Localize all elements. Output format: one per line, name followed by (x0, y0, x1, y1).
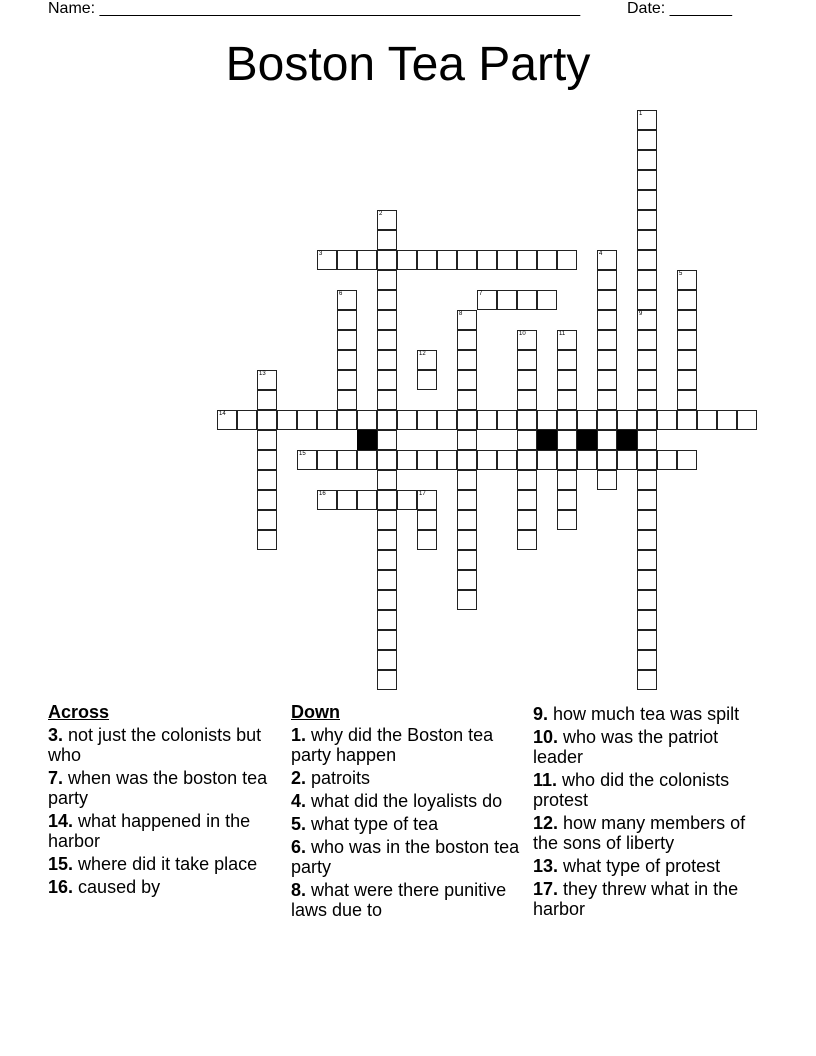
crossword-cell[interactable] (637, 370, 657, 390)
crossword-cell[interactable] (377, 530, 397, 550)
crossword-cell[interactable] (637, 550, 657, 570)
crossword-cell[interactable] (597, 310, 617, 330)
crossword-cell[interactable] (257, 530, 277, 550)
clue-13: 13. what type of protest (533, 856, 721, 876)
crossword-cell[interactable] (457, 570, 477, 590)
crossword-cell[interactable] (637, 450, 657, 470)
crossword-cell[interactable] (437, 250, 457, 270)
crossword-cell[interactable] (357, 450, 377, 470)
crossword-cell[interactable] (517, 430, 537, 450)
crossword-cell[interactable] (377, 570, 397, 590)
crossword-cell[interactable] (257, 390, 277, 410)
clue-2: 2. patroits (291, 768, 371, 788)
crossword-cell[interactable] (377, 610, 397, 630)
crossword-cell[interactable] (517, 410, 537, 430)
clue-4: 4. what did the loyalists do (291, 791, 503, 811)
crossword-cell[interactable] (557, 350, 577, 370)
crossword-cell[interactable] (377, 390, 397, 410)
crossword-cell[interactable] (637, 130, 657, 150)
page-title: Boston Tea Party (225, 38, 591, 91)
clue-number: 2 (379, 211, 383, 217)
clue-10: 10. who was the patriot leader (533, 727, 719, 767)
clue-number: 6 (339, 291, 343, 297)
crossword-cell[interactable] (437, 410, 457, 430)
down-clues-continued (533, 704, 773, 922)
crossword-cell[interactable] (377, 250, 397, 270)
crossword-cell[interactable] (377, 210, 397, 230)
crossword-cell[interactable] (357, 490, 377, 510)
clue-3: 3. not just the colonists but who (48, 725, 262, 765)
crossword-cell[interactable] (257, 490, 277, 510)
crossword-cell[interactable] (657, 410, 677, 430)
crossword-cell[interactable] (717, 410, 737, 430)
crossword-cell[interactable] (517, 290, 537, 310)
crossword-cell[interactable] (737, 410, 757, 430)
crossword-cell[interactable] (557, 370, 577, 390)
across-clues (48, 702, 288, 900)
crossword-cell[interactable] (497, 250, 517, 270)
crossword-cell[interactable] (497, 290, 517, 310)
crossword-cell[interactable] (517, 350, 537, 370)
crossword-cell[interactable] (517, 490, 537, 510)
clue-16: 16. caused by (48, 877, 161, 897)
crossword-cell[interactable] (337, 290, 357, 310)
crossword-cell[interactable] (637, 250, 657, 270)
crossword-cell[interactable] (617, 410, 637, 430)
crossword-cell[interactable] (557, 410, 577, 430)
crossword-cell[interactable] (377, 310, 397, 330)
crossword-cell[interactable] (517, 370, 537, 390)
crossword-cell[interactable] (377, 490, 397, 510)
crossword-cell[interactable] (637, 190, 657, 210)
crossword-cell[interactable] (537, 410, 557, 430)
crossword-cell[interactable] (597, 350, 617, 370)
crossword-cell[interactable] (537, 290, 557, 310)
crossword-cell[interactable] (277, 410, 297, 430)
crossword-cell[interactable] (377, 630, 397, 650)
crossword-cell[interactable] (597, 450, 617, 470)
crossword-cell[interactable] (337, 390, 357, 410)
crossword-cell[interactable] (457, 450, 477, 470)
crossword-cell[interactable] (377, 650, 397, 670)
crossword-cell[interactable] (637, 330, 657, 350)
crossword-cell[interactable] (337, 490, 357, 510)
crossword-cell[interactable] (257, 370, 277, 390)
crossword-cell[interactable] (677, 330, 697, 350)
crossword-cell[interactable] (417, 510, 437, 530)
clue-6: 6. who was in the boston tea party (291, 837, 520, 877)
clue-number: 7 (479, 291, 483, 297)
crossword-cell[interactable] (377, 510, 397, 530)
crossword-cell[interactable] (377, 230, 397, 250)
crossword-cell[interactable] (457, 410, 477, 430)
clue-1: 1. why did the Boston tea party happen (291, 725, 494, 765)
crossword-cell[interactable] (217, 410, 237, 430)
crossword-cell[interactable] (557, 330, 577, 350)
crossword-cell[interactable] (377, 450, 397, 470)
crossword-cell[interactable] (637, 650, 657, 670)
crossword-cell[interactable] (317, 450, 337, 470)
crossword-cell[interactable] (337, 350, 357, 370)
crossword-cell[interactable] (597, 470, 617, 490)
crossword-cell[interactable] (317, 490, 337, 510)
crossword-cell[interactable] (637, 270, 657, 290)
crossword-cell[interactable] (377, 290, 397, 310)
crossword-cell[interactable] (677, 270, 697, 290)
crossword-cell[interactable] (457, 310, 477, 330)
clue-17: 17. they threw what in the harbor (533, 879, 739, 919)
crossword-cell[interactable] (357, 410, 377, 430)
down-heading: Down (291, 702, 340, 722)
crossword-cell[interactable] (377, 670, 397, 690)
crossword-cell[interactable] (637, 150, 657, 170)
crossword-cell[interactable] (637, 470, 657, 490)
crossword-cell[interactable] (597, 390, 617, 410)
crossword-cell[interactable] (417, 350, 437, 370)
crossword-cell[interactable] (377, 410, 397, 430)
clue-number: 13 (259, 371, 266, 377)
crossword-cell[interactable] (457, 370, 477, 390)
crossword-cell[interactable] (257, 510, 277, 530)
crossword-cell[interactable] (637, 590, 657, 610)
crossword-cell[interactable] (257, 430, 277, 450)
black-square (577, 430, 597, 450)
crossword-cell[interactable] (377, 470, 397, 490)
crossword-cell[interactable] (637, 490, 657, 510)
crossword-cell[interactable] (357, 250, 377, 270)
crossword-cell[interactable] (677, 310, 697, 330)
crossword-cell[interactable] (517, 470, 537, 490)
crossword-cell[interactable] (397, 450, 417, 470)
crossword-cell[interactable] (337, 250, 357, 270)
crossword-cell[interactable] (257, 450, 277, 470)
crossword-cell[interactable] (457, 490, 477, 510)
clue-12: 12. how many members of the sons of liberty (533, 813, 746, 853)
crossword-cell[interactable] (417, 530, 437, 550)
crossword-cell[interactable] (637, 210, 657, 230)
crossword-cell[interactable] (337, 330, 357, 350)
crossword-cell[interactable] (677, 410, 697, 430)
clue-9: 9. how much tea was spilt (533, 704, 740, 724)
crossword-cell[interactable] (517, 450, 537, 470)
crossword-cell[interactable] (637, 290, 657, 310)
crossword-cell[interactable] (317, 250, 337, 270)
crossword-cell[interactable] (537, 450, 557, 470)
crossword-cell[interactable] (417, 410, 437, 430)
crossword-cell[interactable] (557, 250, 577, 270)
crossword-cell[interactable] (677, 370, 697, 390)
crossword-cell[interactable] (617, 450, 637, 470)
crossword-cell[interactable] (477, 250, 497, 270)
clue-number: 10 (519, 331, 526, 337)
crossword-cell[interactable] (637, 530, 657, 550)
crossword-cell[interactable] (637, 510, 657, 530)
crossword-cell[interactable] (457, 350, 477, 370)
crossword-cell[interactable] (637, 410, 657, 430)
clue-number: 11 (559, 331, 566, 337)
crossword-cell[interactable] (677, 290, 697, 310)
crossword-cell[interactable] (457, 390, 477, 410)
crossword-cell[interactable] (457, 430, 477, 450)
crossword-cell[interactable] (257, 470, 277, 490)
crossword-cell[interactable] (317, 410, 337, 430)
crossword-cell[interactable] (677, 450, 697, 470)
crossword-cell[interactable] (557, 450, 577, 470)
crossword-cell[interactable] (437, 450, 457, 470)
clue-7: 7. when was the boston tea party (48, 768, 268, 808)
clue-number: 1 (639, 111, 643, 117)
clue-number: 3 (319, 251, 323, 257)
black-square (617, 430, 637, 450)
crossword-cell[interactable] (637, 610, 657, 630)
crossword-cell[interactable] (377, 430, 397, 450)
crossword-cell[interactable] (677, 390, 697, 410)
clue-14: 14. what happened in the harbor (48, 811, 251, 851)
crossword-cell[interactable] (297, 410, 317, 430)
crossword-cell[interactable] (637, 350, 657, 370)
crossword-cell[interactable] (637, 390, 657, 410)
clue-number: 15 (299, 451, 306, 457)
across-heading: Across (48, 702, 110, 722)
crossword-cell[interactable] (337, 450, 357, 470)
crossword-cell[interactable] (637, 170, 657, 190)
crossword-cell[interactable] (417, 450, 437, 470)
crossword-cell[interactable] (697, 410, 717, 430)
crossword-cell[interactable] (397, 490, 417, 510)
crossword-cell[interactable] (517, 510, 537, 530)
crossword-cell[interactable] (457, 510, 477, 530)
crossword-cell[interactable] (477, 290, 497, 310)
crossword-cell[interactable] (457, 330, 477, 350)
crossword-cell[interactable] (677, 350, 697, 370)
crossword-cell[interactable] (597, 270, 617, 290)
crossword-cell[interactable] (457, 590, 477, 610)
crossword-cell[interactable] (517, 330, 537, 350)
clue-11: 11. who did the colonists protest (533, 770, 730, 810)
crossword-cell[interactable] (497, 450, 517, 470)
clue-number: 17 (419, 491, 426, 497)
crossword-cell[interactable] (517, 250, 537, 270)
crossword-cell[interactable] (297, 450, 317, 470)
crossword-cell[interactable] (477, 410, 497, 430)
crossword-cell[interactable] (637, 110, 657, 130)
crossword-cell[interactable] (397, 250, 417, 270)
crossword-cell[interactable] (477, 450, 497, 470)
crossword-cell[interactable] (337, 310, 357, 330)
clue-number: 12 (419, 351, 426, 357)
crossword-cell[interactable] (637, 630, 657, 650)
crossword-cell[interactable] (377, 550, 397, 570)
crossword-cell[interactable] (457, 250, 477, 270)
crossword-cell[interactable] (637, 430, 657, 450)
clue-8: 8. what were there punitive laws due to (291, 880, 507, 920)
clue-number: 14 (219, 411, 226, 417)
crossword-cell[interactable] (637, 670, 657, 690)
clue-number: 4 (599, 251, 603, 257)
crossword-cell[interactable] (337, 410, 357, 430)
crossword-cell[interactable] (637, 230, 657, 250)
black-square (537, 430, 557, 450)
crossword-cell[interactable] (597, 430, 617, 450)
crossword-cell[interactable] (397, 410, 417, 430)
crossword-cell[interactable] (457, 470, 477, 490)
crossword-cell[interactable] (257, 410, 277, 430)
crossword-cell[interactable] (597, 290, 617, 310)
crossword-cell[interactable] (377, 590, 397, 610)
crossword-cell[interactable] (637, 310, 657, 330)
crossword-cell[interactable] (557, 390, 577, 410)
name-field: Name: ______________________________________________________ (48, 0, 581, 17)
crossword-cell[interactable] (237, 410, 257, 430)
crossword-cell[interactable] (577, 410, 597, 430)
crossword-cell[interactable] (417, 370, 437, 390)
crossword-cell[interactable] (557, 430, 577, 450)
clue-number: 16 (319, 491, 326, 497)
crossword-cell[interactable] (557, 510, 577, 530)
crossword-cell[interactable] (557, 470, 577, 490)
date-field: Date: _______ (627, 0, 732, 17)
clue-5: 5. what type of tea (291, 814, 439, 834)
crossword-cell[interactable] (417, 490, 437, 510)
crossword-cell[interactable] (417, 250, 437, 270)
black-square (357, 430, 377, 450)
crossword-cell[interactable] (377, 330, 397, 350)
crossword-cell[interactable] (517, 390, 537, 410)
crossword-cell[interactable] (557, 490, 577, 510)
clue-number: 8 (459, 311, 463, 317)
crossword-cell[interactable] (597, 250, 617, 270)
clue-15: 15. where did it take place (48, 854, 258, 874)
crossword-cell[interactable] (577, 450, 597, 470)
crossword-cell[interactable] (597, 410, 617, 430)
down-clues (291, 702, 531, 923)
crossword-cell[interactable] (337, 370, 357, 390)
crossword-cell[interactable] (497, 410, 517, 430)
crossword-cell[interactable] (637, 570, 657, 590)
crossword-cell[interactable] (377, 350, 397, 370)
crossword-cell[interactable] (657, 450, 677, 470)
crossword-cell[interactable] (597, 330, 617, 350)
crossword-cell[interactable] (517, 530, 537, 550)
clue-number: 5 (679, 271, 683, 277)
crossword-cell[interactable] (537, 250, 557, 270)
clue-number: 9 (639, 311, 643, 317)
crossword-cell[interactable] (457, 550, 477, 570)
crossword-cell[interactable] (377, 370, 397, 390)
crossword-cell[interactable] (457, 530, 477, 550)
crossword-cell[interactable] (597, 370, 617, 390)
crossword-cell[interactable] (377, 270, 397, 290)
